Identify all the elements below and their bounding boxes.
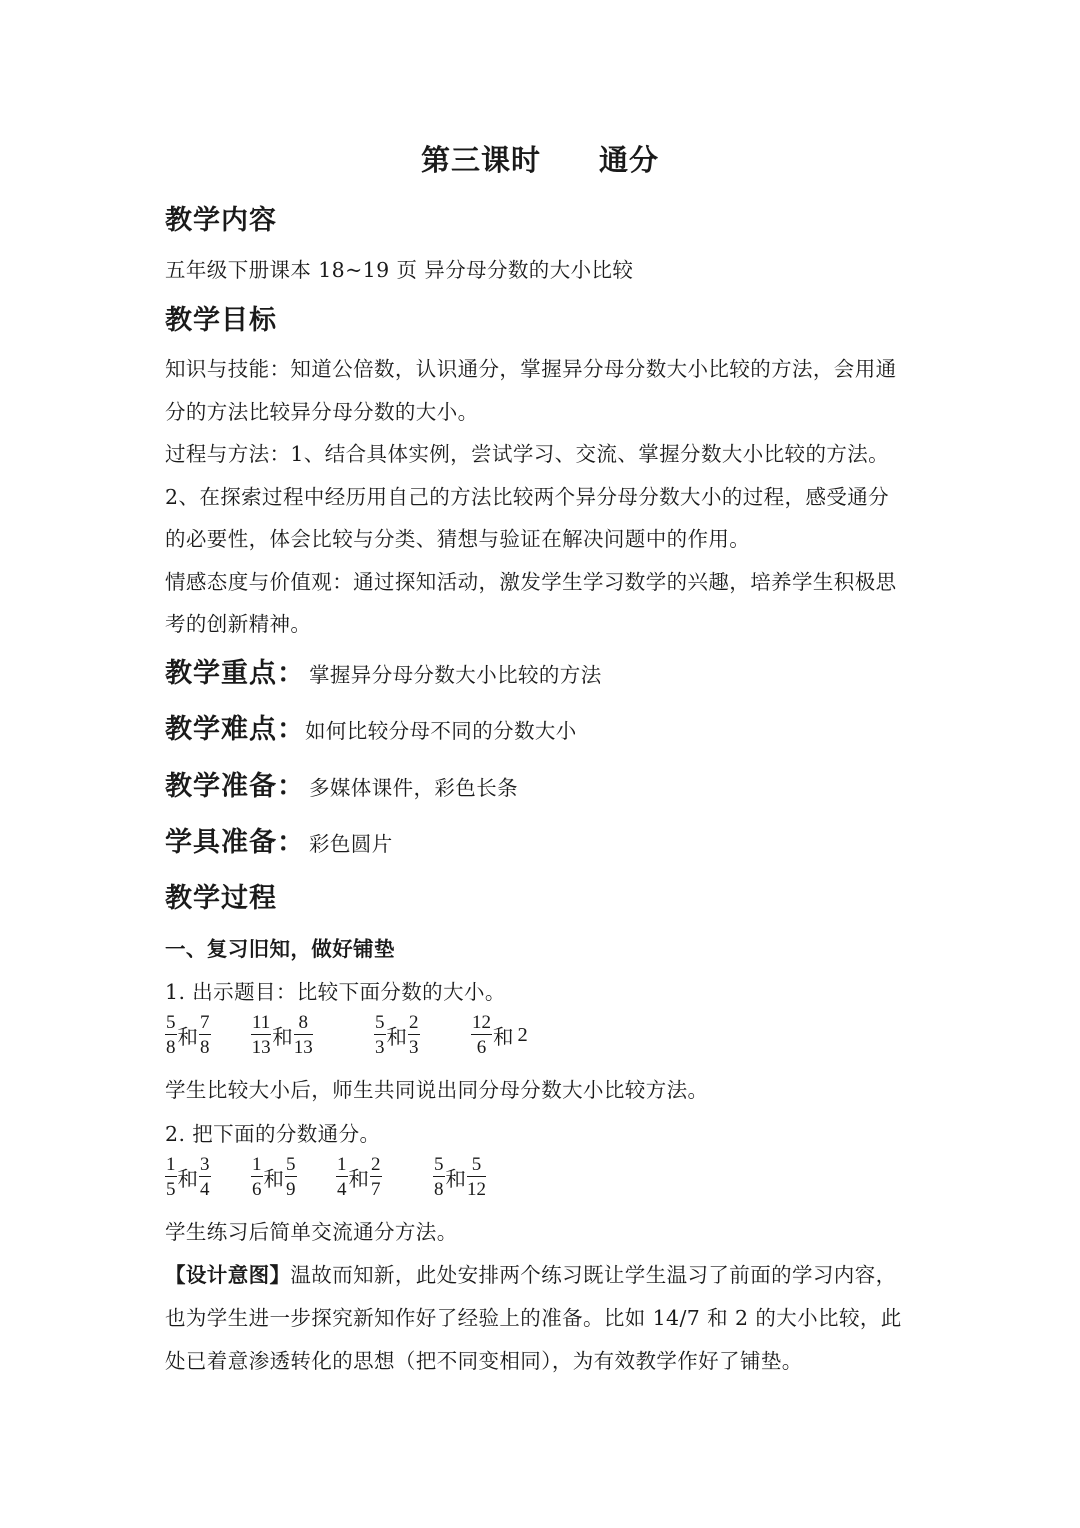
step1-question1: 1. 出示题目：比较下面分数的大小。: [165, 980, 506, 1004]
fraction: $\frac{5}{9}$: [286, 1154, 296, 1200]
fraction: $\frac{2}{7}$: [371, 1154, 381, 1200]
fraction-pair: $\frac{1}{5}$ 和 $\frac{3}{4}$: [166, 1154, 210, 1200]
goal-line: 2、在探索过程中经历用自己的方法比较两个异分母分数大小的过程，感受通分: [165, 485, 890, 509]
step1-heading: 一、复习旧知，做好铺垫: [165, 937, 395, 961]
teaching-prep: [165, 764, 518, 803]
design-intent-line: 处已着意渗透转化的思想（把不同变相同），为有效教学作好了铺垫。: [165, 1349, 803, 1373]
process-heading: 教学过程: [165, 883, 277, 914]
goal-line: 分的方法比较异分母分数的大小。: [165, 400, 479, 424]
fraction: $\frac{2}{3}$: [409, 1012, 419, 1058]
step1-question2: 2. 把下面的分数通分。: [165, 1122, 381, 1146]
design-intent-label: 【设计意图】: [165, 1263, 291, 1287]
goal-line: 考的创新精神。: [165, 612, 312, 636]
content-text: 五年级下册课本 18~19 页 异分母分数的大小比较: [165, 258, 634, 282]
step1-question1-after: 学生比较大小后，师生共同说出同分母分数大小比较方法。: [165, 1078, 709, 1102]
fraction-pair: $\frac{5}{8}$ 和 $\frac{7}{8}$: [166, 1012, 210, 1058]
design-intent-line: 也为学生进一步探究新知作好了经验上的准备。比如 14/7 和 2 的大小比较，此: [165, 1306, 902, 1330]
fraction: $\frac{5}{8}$: [166, 1012, 176, 1058]
goal-line: 过程与方法：1、结合具体实例，尝试学习、交流、掌握分数大小比较的方法。: [165, 442, 890, 466]
fraction: $\frac{12}{6}$: [472, 1012, 491, 1058]
key-point: [165, 651, 602, 690]
lesson-title-part1: 第三课时: [420, 143, 541, 177]
difficulty-label: 教学难点：: [165, 714, 305, 745]
fraction: $\frac{1}{5}$: [166, 1154, 176, 1200]
tools-prep: [165, 820, 393, 859]
fraction: $\frac{7}{8}$: [200, 1012, 210, 1058]
fraction-pair: $\frac{1}{4}$ 和 $\frac{2}{7}$: [337, 1154, 381, 1200]
fraction: $\frac{5}{3}$: [375, 1012, 385, 1058]
lesson-title-part2: 通分: [599, 143, 660, 177]
fraction-pair: $\frac{11}{13}$ 和 $\frac{8}{13}$: [251, 1012, 313, 1058]
goals-heading: 教学目标: [165, 305, 277, 336]
fraction: $\frac{3}{4}$: [200, 1154, 210, 1200]
fraction: $\frac{8}{13}$: [293, 1012, 313, 1058]
lesson-title: [0, 138, 1080, 179]
fraction-pair: $\frac{12}{6}$ 和 2: [472, 1012, 528, 1058]
teaching-prep-text: 多媒体课件，彩色长条: [309, 776, 518, 800]
tools-prep-text: 彩色圆片: [309, 832, 393, 856]
fraction-pair: $\frac{5}{3}$ 和 $\frac{2}{3}$: [375, 1012, 419, 1058]
content-heading: 教学内容: [165, 205, 277, 236]
design-intent-line: [165, 1258, 897, 1288]
goal-line: 知识与技能：知道公倍数，认识通分，掌握异分母分数大小比较的方法，会用通: [165, 357, 897, 381]
fraction: $\frac{5}{12}$: [467, 1154, 486, 1200]
difficulty-point: [165, 707, 577, 746]
step1-question2-after: 学生练习后简单交流通分方法。: [165, 1220, 458, 1244]
fraction-pair: $\frac{1}{6}$ 和 $\frac{5}{9}$: [252, 1154, 296, 1200]
goal-line: 的必要性，体会比较与分类、猜想与验证在解决问题中的作用。: [165, 527, 751, 551]
fraction: $\frac{5}{8}$: [434, 1154, 444, 1200]
goal-line: 情感态度与价值观：通过探知活动，激发学生学习数学的兴趣，培养学生积极思: [165, 570, 897, 594]
fraction-pair: $\frac{5}{8}$ 和 $\frac{5}{12}$: [434, 1154, 486, 1200]
teaching-prep-label: 教学准备：: [165, 771, 305, 802]
key-point-text: 掌握异分母分数大小比较的方法: [309, 663, 602, 687]
whole-number: 2: [517, 1023, 528, 1046]
tools-prep-label: 学具准备：: [165, 827, 305, 858]
fraction: $\frac{11}{13}$: [251, 1012, 271, 1058]
key-point-label: 教学重点：: [165, 658, 305, 689]
fraction: $\frac{1}{6}$: [252, 1154, 262, 1200]
design-intent-text: 温故而知新，此处安排两个练习既让学生温习了前面的学习内容，: [290, 1263, 897, 1287]
difficulty-text: 如何比较分母不同的分数大小: [305, 719, 577, 743]
fraction: $\frac{1}{4}$: [337, 1154, 347, 1200]
